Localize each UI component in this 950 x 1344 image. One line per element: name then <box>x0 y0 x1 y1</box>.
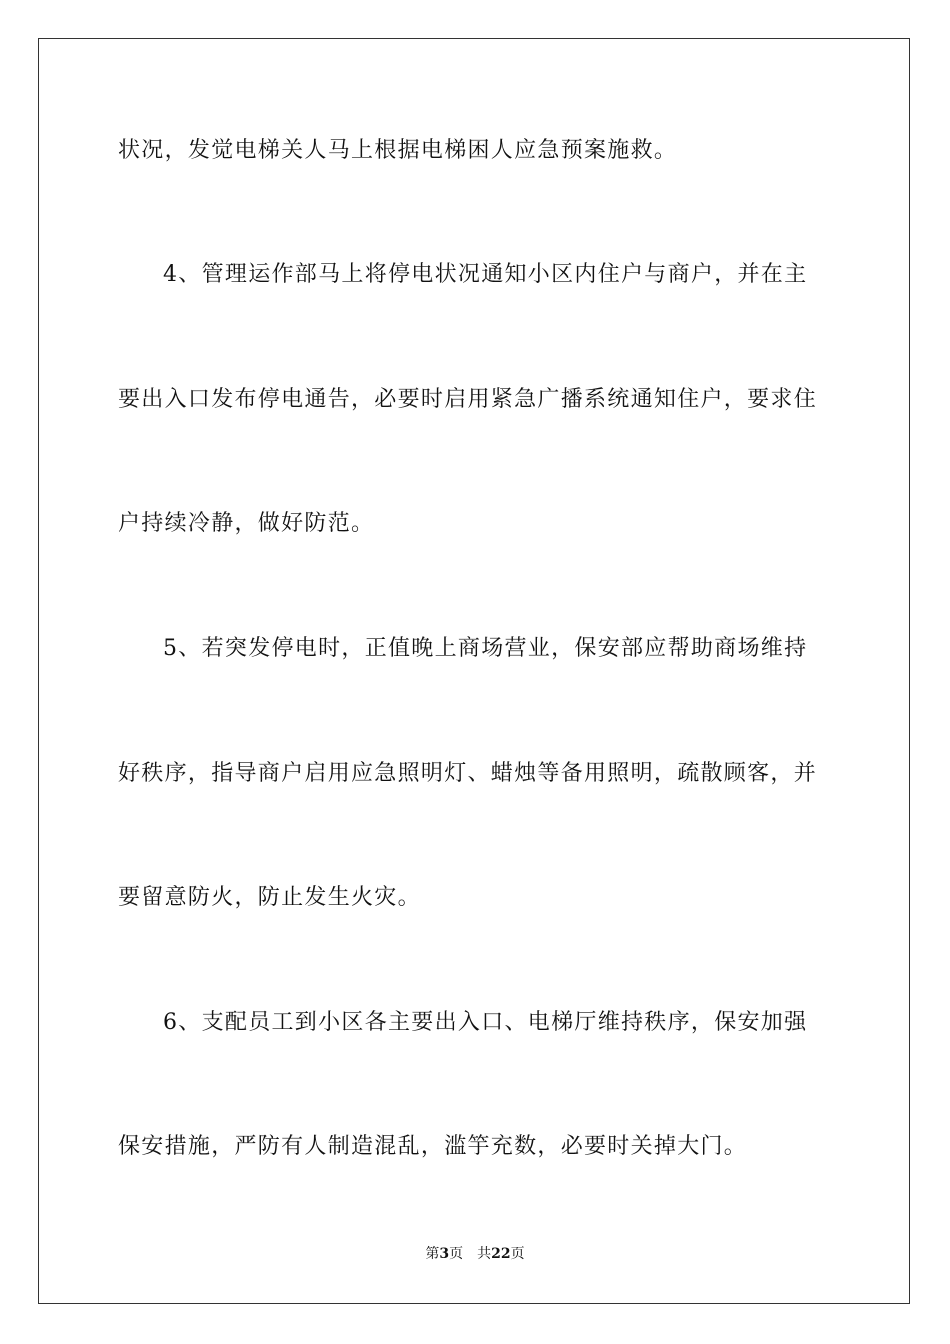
body-line-4: 户持续冷静，做好防范。 <box>118 511 375 536</box>
footer-page-suffix: 页 <box>449 1246 464 1262</box>
footer-total-pages: 22 <box>491 1246 511 1262</box>
body-line-1: 状况，发觉电梯关人马上根据电梯困人应急预案施救。 <box>118 138 678 163</box>
body-line-6: 好秩序，指导商户启用应急照明灯、蜡烛等备用照明，疏散顾客，并 <box>118 761 818 786</box>
page-border <box>38 38 910 1304</box>
footer-total-suffix: 页 <box>510 1246 525 1262</box>
body-line-7: 要留意防火，防止发生火灾。 <box>118 885 421 910</box>
body-line-8: 6、支配员工到小区各主要出入口、电梯厅维持秩序，保安加强 <box>163 1010 808 1035</box>
footer-page-prefix: 第 <box>425 1246 440 1262</box>
body-line-3: 要出入口发布停电通告，必要时启用紧急广播系统通知住户，要求住 <box>118 387 818 412</box>
footer-page-number: 3 <box>439 1246 450 1262</box>
footer-total-prefix: 共 <box>477 1246 492 1262</box>
body-line-5: 5、若突发停电时，正值晚上商场营业，保安部应帮助商场维持 <box>163 636 808 661</box>
body-line-2: 4、管理运作部马上将停电状况通知小区内住户与商户，并在主 <box>163 262 808 287</box>
body-line-9: 保安措施，严防有人制造混乱，滥竽充数，必要时关掉大门。 <box>118 1134 748 1159</box>
page-footer <box>0 1244 950 1264</box>
